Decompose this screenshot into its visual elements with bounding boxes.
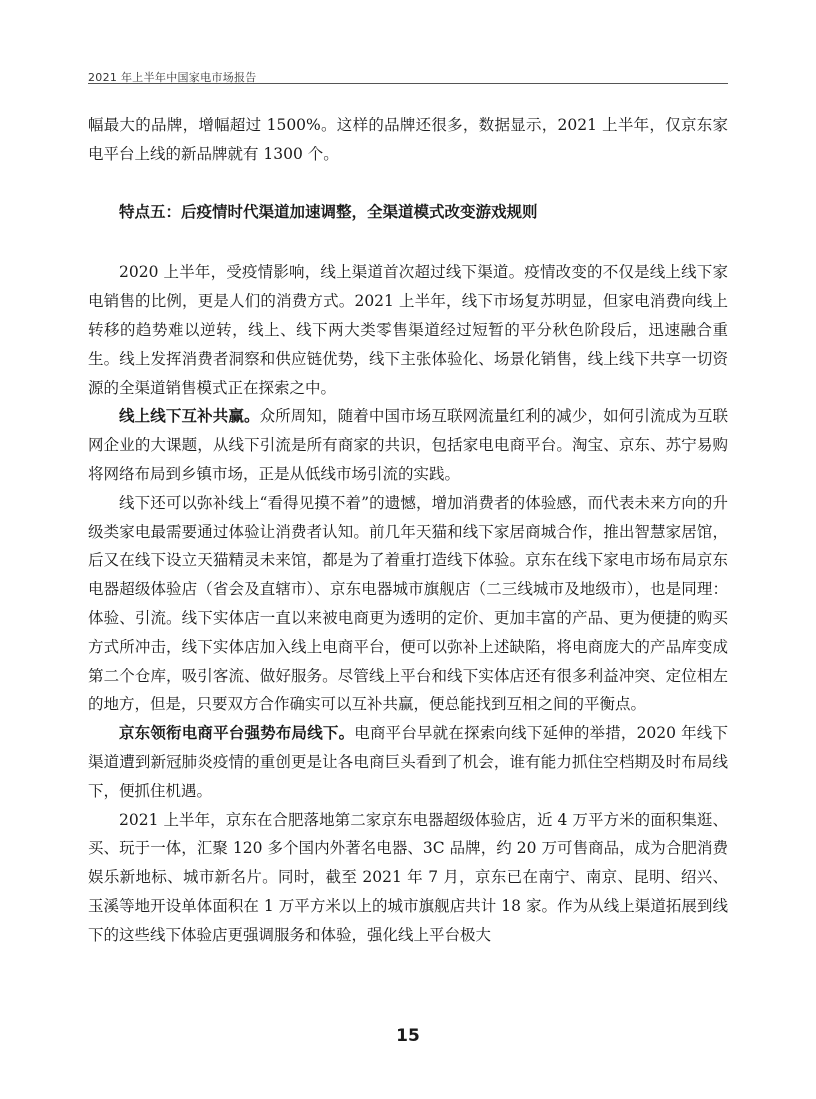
paragraph: 2021 上半年，京东在合肥落地第二家京东电器超级体验店，近 4 万平方米的面积集逛、买、玩于一体，汇聚 120 多个国内外著名电器、3C 品牌，约 20 万可售商品，成为合肥消费娱乐新地标、城市新名片。同时，截至 2021 年 7 月，京东已在南宁、南京、昆明、绍兴、玉溪等地开设单体面积在 1 万平方米以上的城市旗舰店共计 18 家。作为从线上渠道拓展到线下的这些线下体验店更强调服务和体验，强化线上平台极大 <box>88 810 728 944</box>
paragraph-lead-bold: 京东领衔电商平台强势布局线下。 <box>119 724 355 743</box>
section-heading: 特点五：后疫情时代渠道加速调整，全渠道模式改变游戏规则 <box>119 202 538 221</box>
spacer <box>88 226 728 258</box>
paragraph <box>88 402 728 488</box>
paragraph-lead-bold: 线上线下互补共赢。 <box>119 407 260 426</box>
paragraph-text: 众所周知，随着中国市场互联网流量红利的减少，如何引流成为互联网企业的大课题，从线下引流是所有商家的共识，包括家电电商平台。淘宝、京东、苏宁易购将网络布局到乡镇市场，正是从低线市场引流的实践。 <box>88 407 728 483</box>
page-number: 15 <box>396 1026 420 1046</box>
paragraph-text: 电商平台早就在探索向线下延伸的举措，2020 年线下渠道遭到新冠肺炎疫情的重创更是让各电商巨头看到了机会，谁有能力抓住空档期及时布局线下，便抓住机遇。 <box>88 724 728 800</box>
paragraph: 2020 上半年，受疫情影响，线上渠道首次超过线下渠道。疫情改变的不仅是线上线下家电销售的比例，更是人们的消费方式。2021 上半年，线下市场复苏明显，但家电消费向线上转移的趋势难以逆转，线上、线下两大类零售渠道经过短暂的平分秋色阶段后，迅速融合重生。线上发挥消费者洞察和供应链优势，线下主张体验化、场景化销售，线上线下共享一切资源的全渠道销售模式正在探索之中。 <box>88 263 728 397</box>
paragraph-continued: 幅最大的品牌，增幅超过 1500%。这样的品牌还很多，数据显示，2021 上半年，仅京东家电平台上线的新品牌就有 1300 个。 <box>88 116 728 163</box>
running-header: 2021 年上半年中国家电市场报告 <box>88 71 257 84</box>
spacer <box>88 169 728 198</box>
document-body <box>88 111 728 950</box>
header-divider <box>88 83 728 84</box>
paragraph <box>88 719 728 805</box>
paragraph: 线下还可以弥补线上“看得见摸不着”的遗憾，增加消费者的体验感，而代表未来方向的升级类家电最需要通过体验让消费者认知。前几年天猫和线下家居商城合作，推出智慧家居馆，后又在线下设立天猫精灵未来馆，都是为了着重打造线下体验。京东在线下家电市场布局京东电器超级体验店（省会及直辖市）、京东电器城市旗舰店（二三线城市及地级市），也是同理：体验、引流。线下实体店一直以来被电商更为透明的定价、更加丰富的产品、更为便捷的购买方式所冲击，线下实体店加入线上电商平台，便可以弥补上述缺陷，将电商庞大的产品库变成第二个仓库，吸引客流、做好服务。尽管线上平台和线下实体店还有很多利益冲突、定位相左的地方，但是，只要双方合作确实可以互补共赢，便总能找到互相之间的平衡点。 <box>88 493 728 714</box>
